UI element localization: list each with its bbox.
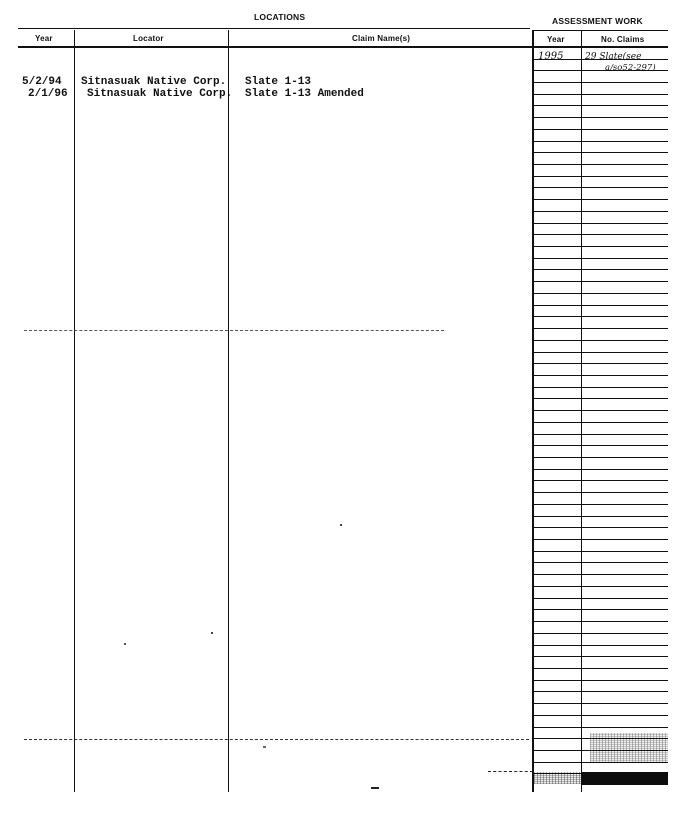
assessment-ruled-line bbox=[533, 117, 668, 118]
assessment-ruled-line bbox=[533, 469, 668, 470]
assessment-ruled-line bbox=[533, 211, 668, 212]
assessment-ruled-line bbox=[533, 187, 668, 188]
scan-speck bbox=[371, 787, 379, 789]
assessment-ruled-line bbox=[533, 82, 668, 83]
assessment-claims-handwritten-line2: a/so52-297) bbox=[605, 63, 656, 73]
assessment-ruled-line bbox=[533, 527, 668, 528]
scan-noise-region bbox=[534, 772, 581, 784]
assessment-ruled-line bbox=[533, 492, 668, 493]
assessment-ruled-line bbox=[533, 668, 668, 669]
assessment-ruled-line bbox=[533, 269, 668, 270]
assessment-ruled-line bbox=[533, 340, 668, 341]
entry-year: 2/1/96 bbox=[28, 88, 68, 100]
assessment-ruled-line bbox=[533, 621, 668, 622]
column-header-aw-year: Year bbox=[547, 35, 565, 44]
assessment-ruled-line bbox=[533, 164, 668, 165]
assessment-ruled-line bbox=[533, 656, 668, 657]
column-header-no-claims: No. Claims bbox=[601, 35, 645, 44]
scan-speck bbox=[124, 643, 126, 645]
column-divider-locator bbox=[228, 30, 229, 792]
assessment-ruled-line bbox=[533, 691, 668, 692]
assessment-ruled-line bbox=[533, 516, 668, 517]
column-header-year: Year bbox=[35, 34, 53, 43]
assessment-ruled-line bbox=[533, 328, 668, 329]
assessment-ruled-line bbox=[533, 633, 668, 634]
assessment-ruled-line bbox=[533, 223, 668, 224]
assessment-ruled-line bbox=[533, 609, 668, 610]
assessment-ruled-line bbox=[533, 715, 668, 716]
assessment-ruled-line bbox=[533, 703, 668, 704]
scan-artifact-dashed-rule bbox=[24, 330, 444, 332]
locations-title: LOCATIONS bbox=[254, 12, 306, 22]
assessment-ruled-line bbox=[533, 316, 668, 317]
column-divider-aw-year bbox=[581, 30, 582, 792]
assessment-header-rule bbox=[533, 30, 668, 31]
column-header-claim-names: Claim Name(s) bbox=[352, 34, 411, 43]
entry-claim-name: Slate 1-13 bbox=[245, 76, 312, 88]
entry-claim-name: Slate 1-13 Amended bbox=[245, 88, 364, 100]
assessment-ruled-line bbox=[533, 141, 668, 142]
entry-locator: Sitnasuak Native Corp. bbox=[87, 88, 233, 100]
assessment-ruled-line bbox=[533, 645, 668, 646]
assessment-ruled-line bbox=[533, 727, 668, 728]
scan-speck bbox=[263, 746, 266, 748]
scan-artifact-dashed-rule bbox=[24, 739, 529, 741]
assessment-ruled-line bbox=[533, 434, 668, 435]
assessment-ruled-line bbox=[533, 375, 668, 376]
assessment-ruled-line bbox=[533, 293, 668, 294]
assessment-ruled-line bbox=[533, 586, 668, 587]
assessment-ruled-line bbox=[533, 562, 668, 563]
entry-locator: Sitnasuak Native Corp. bbox=[81, 76, 227, 88]
assessment-ruled-line bbox=[533, 680, 668, 681]
assessment-ruled-line bbox=[533, 422, 668, 423]
assessment-ruled-line bbox=[533, 246, 668, 247]
assessment-ruled-line bbox=[533, 551, 668, 552]
assessment-ruled-line bbox=[533, 363, 668, 364]
assessment-ruled-line bbox=[533, 176, 668, 177]
header-rule-top bbox=[18, 28, 530, 29]
header-rule-bottom bbox=[18, 46, 668, 48]
assessment-ruled-line bbox=[533, 281, 668, 282]
assessment-ruled-line bbox=[533, 105, 668, 106]
assessment-claims-handwritten-line1: 29 Slate(see bbox=[585, 52, 642, 62]
assessment-ruled-line bbox=[533, 410, 668, 411]
assessment-ruled-line bbox=[533, 445, 668, 446]
assessment-ruled-line bbox=[533, 574, 668, 575]
assessment-ruled-line bbox=[533, 258, 668, 259]
assessment-ruled-line bbox=[533, 504, 668, 505]
column-divider-claims bbox=[532, 30, 534, 792]
assessment-ruled-line bbox=[533, 457, 668, 458]
assessment-ruled-line bbox=[533, 398, 668, 399]
assessment-ruled-line bbox=[533, 539, 668, 540]
assessment-ruled-line bbox=[533, 129, 668, 130]
scan-speck bbox=[211, 632, 213, 634]
assessment-ruled-line bbox=[533, 352, 668, 353]
assessment-ruled-line bbox=[533, 480, 668, 481]
assessment-ruled-line bbox=[533, 234, 668, 235]
scan-artifact-dashed-rule bbox=[488, 771, 533, 773]
assessment-ruled-line bbox=[533, 598, 668, 599]
assessment-ruled-line bbox=[533, 199, 668, 200]
assessment-ruled-line bbox=[533, 305, 668, 306]
scan-dark-region bbox=[582, 772, 668, 785]
column-header-locator: Locator bbox=[133, 34, 164, 43]
entry-year: 5/2/94 bbox=[22, 76, 62, 88]
assessment-ruled-line bbox=[533, 152, 668, 153]
assessment-ruled-line bbox=[533, 94, 668, 95]
scan-noise-region bbox=[590, 733, 668, 763]
column-divider-year bbox=[74, 30, 75, 792]
assessment-work-title: ASSESSMENT WORK bbox=[552, 16, 643, 26]
scan-speck bbox=[340, 524, 342, 526]
assessment-ruled-line bbox=[533, 387, 668, 388]
assessment-year-handwritten: 1995 bbox=[538, 51, 564, 62]
